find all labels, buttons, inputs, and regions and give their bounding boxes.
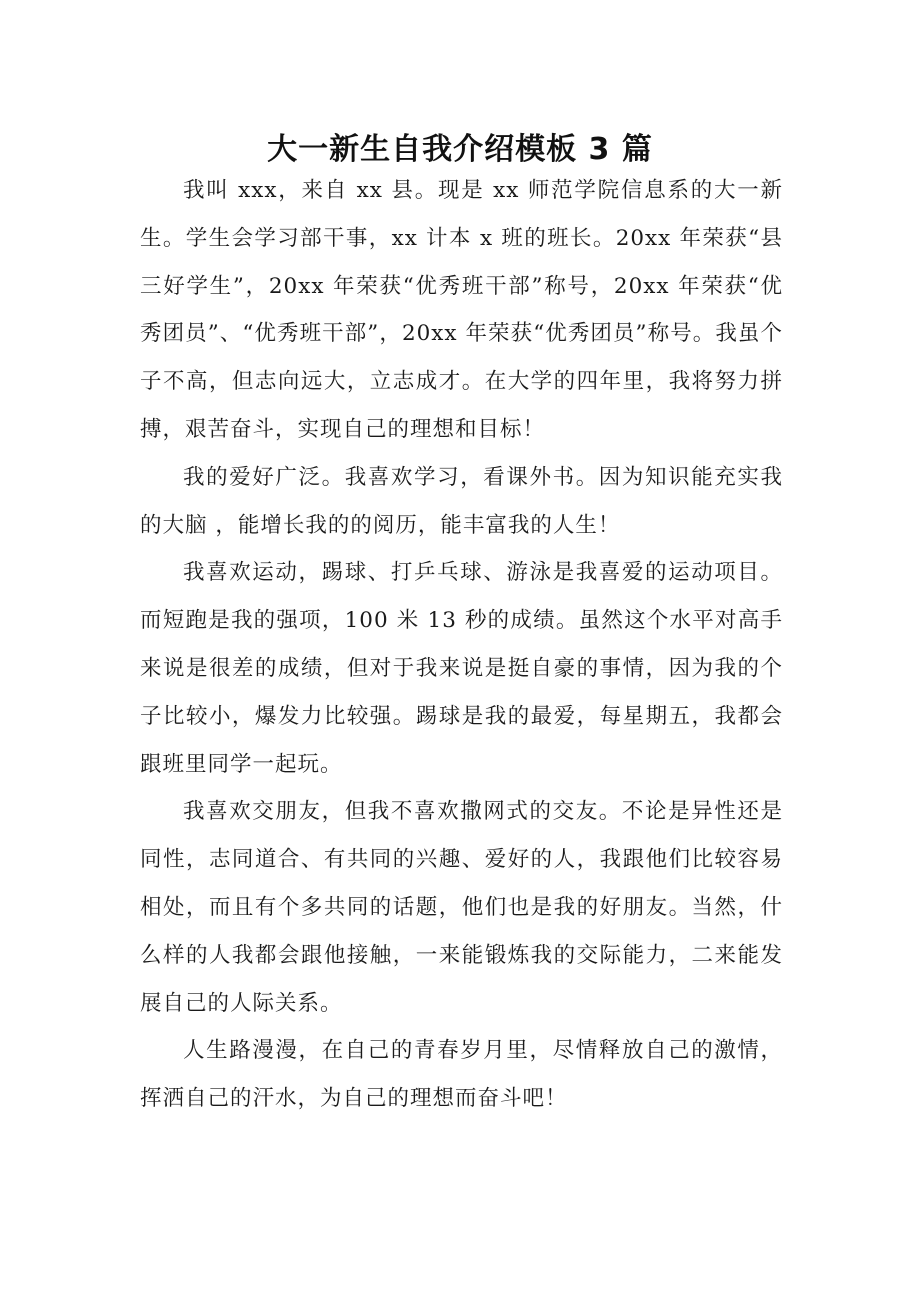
paragraph-hobbies: 我的爱好广泛。我喜欢学习，看课外书。因为知识能充实我的大脑 ，能增长我的的阅历，能丰富我的人生！ — [140, 464, 783, 538]
document-body — [140, 167, 783, 1123]
document-title: 大一新生自我介绍模板 3 篇 — [267, 132, 653, 168]
paragraph-friends: 我喜欢交朋友，但我不喜欢撒网式的交友。不论是异性还是同性，志同道合、有共同的兴趣、爱好的人，我跟他们比较容易相处，而且有个多共同的话题，他们也是我的好朋友。当然，什么样的人我都会跟他接触，一来能锻炼我的交际能力，二来能发展自己的人际关系。 — [140, 799, 783, 1016]
paragraph-introduction: 我叫 xxx，来自 xx 县。现是 xx 师范学院信息系的大一新生。学生会学习部干事，xx 计本 x 班的班长。20xx 年荣获“县三好学生”，20xx 年荣获“优秀班干部”称号，20xx 年荣获“优秀团员”、“优秀班干部”，20xx 年荣获“优秀团员”称号。我虽个子不高，但志向远大，立志成才。在大学的四年里，我将努力拼搏，艰苦奋斗，实现自己的理想和目标！ — [140, 178, 783, 442]
paragraph-closing: 人生路漫漫，在自己的青春岁月里，尽情释放自己的激情，挥洒自己的汗水，为自己的理想而奋斗吧！ — [140, 1038, 783, 1112]
paragraph-sports: 我喜欢运动，踢球、打乒乓球、游泳是我喜爱的运动项目。而短跑是我的强项，100 米 13 秒的成绩。虽然这个水平对高手来说是很差的成绩，但对于我来说是挺自豪的事情，因为我的个子比较小，爆发力比较强。踢球是我的最爱，每星期五，我都会跟班里同学一起玩。 — [140, 560, 783, 777]
